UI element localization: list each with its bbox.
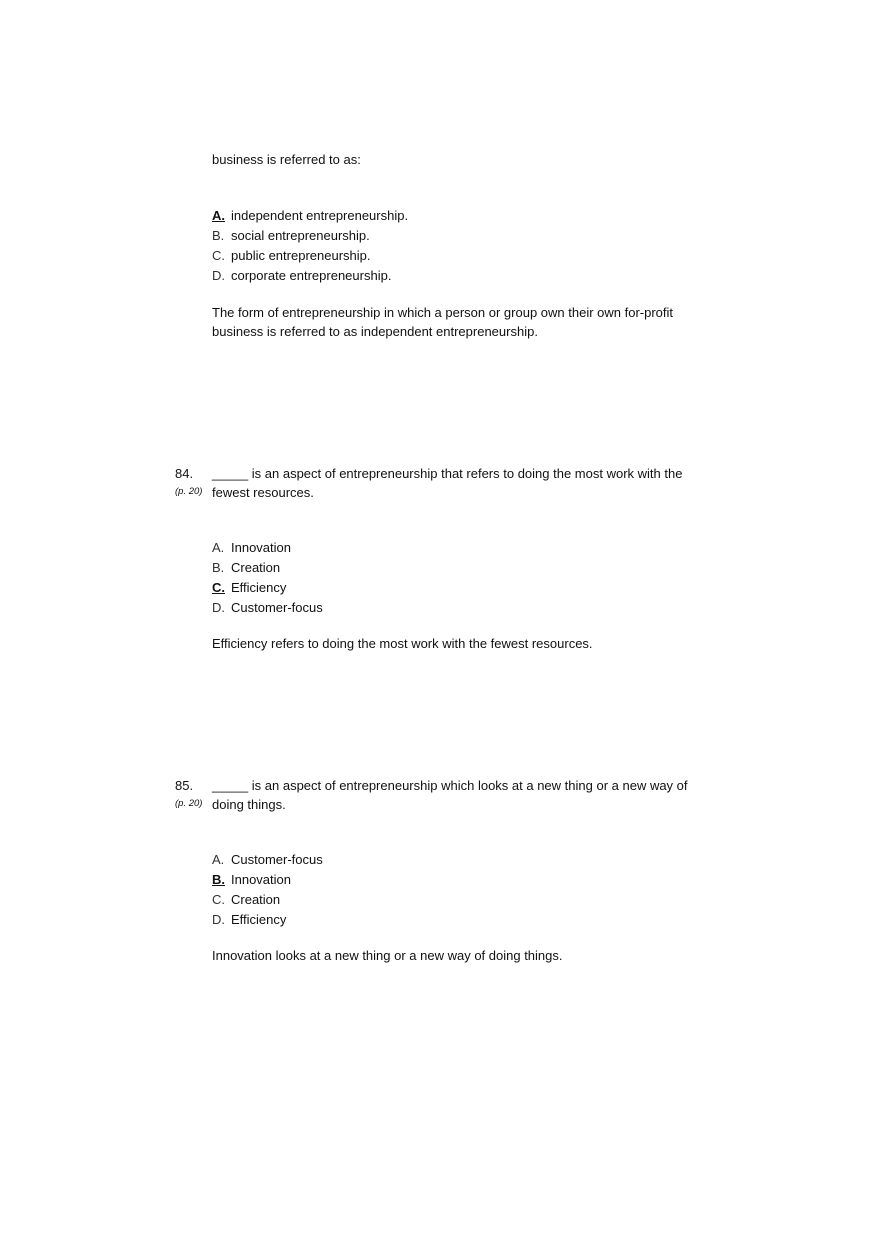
option-letter: C.: [212, 892, 225, 907]
page-reference: (p. 20): [175, 486, 203, 497]
question-number: 85.: [175, 778, 194, 793]
option-d: [212, 599, 323, 619]
option-a: [212, 539, 323, 559]
option-b: [212, 871, 323, 891]
answer-explanation: The form of entrepreneurship in which a person or group own their own for-profit business is referred to as independent entrepreneurship.: [212, 305, 674, 339]
option-c: [212, 579, 323, 599]
option-b: [212, 227, 408, 247]
option-letter: A.: [212, 208, 225, 223]
option-text: Customer-focus: [231, 600, 323, 615]
option-b: [212, 559, 323, 579]
option-letter: A.: [212, 852, 225, 867]
option-text: Innovation: [231, 540, 291, 555]
option-text: corporate entrepreneurship.: [231, 268, 392, 283]
question-number: 84.: [175, 466, 194, 481]
option-text: Customer-focus: [231, 852, 323, 867]
page-reference: (p. 20): [175, 798, 203, 809]
option-letter: A.: [212, 540, 225, 555]
option-letter: B.: [212, 872, 225, 887]
answer-options: [212, 851, 323, 931]
option-text: social entrepreneurship.: [231, 228, 370, 243]
option-letter: D.: [212, 268, 225, 283]
option-letter: D.: [212, 912, 225, 927]
option-letter: C.: [212, 248, 225, 263]
question-stem: business is referred to as:: [212, 152, 361, 167]
question-stem: _____ is an aspect of entrepreneurship which looks at a new thing or a new way of doing things.: [212, 778, 688, 812]
option-text: independent entrepreneurship.: [231, 208, 409, 223]
option-text: Innovation: [231, 872, 291, 887]
option-text: Creation: [231, 560, 281, 575]
answer-explanation: Efficiency refers to doing the most work with the fewest resources.: [212, 636, 593, 651]
option-letter: B.: [212, 560, 225, 575]
option-text: Efficiency: [231, 912, 287, 927]
option-d: [212, 911, 323, 931]
option-letter: C.: [212, 580, 225, 595]
answer-options: [212, 539, 323, 619]
answer-explanation: Innovation looks at a new thing or a new way of doing things.: [212, 948, 563, 963]
option-d: [212, 267, 408, 287]
option-text: Efficiency: [231, 580, 287, 595]
option-c: [212, 247, 408, 267]
option-letter: D.: [212, 600, 225, 615]
option-text: public entrepreneurship.: [231, 248, 371, 263]
answer-options: [212, 207, 408, 287]
option-a: [212, 851, 323, 871]
question-stem: _____ is an aspect of entrepreneurship that refers to doing the most work with the fewest resources.: [212, 466, 683, 500]
option-c: [212, 891, 323, 911]
option-a: [212, 207, 408, 227]
option-text: Creation: [231, 892, 281, 907]
option-letter: B.: [212, 228, 225, 243]
